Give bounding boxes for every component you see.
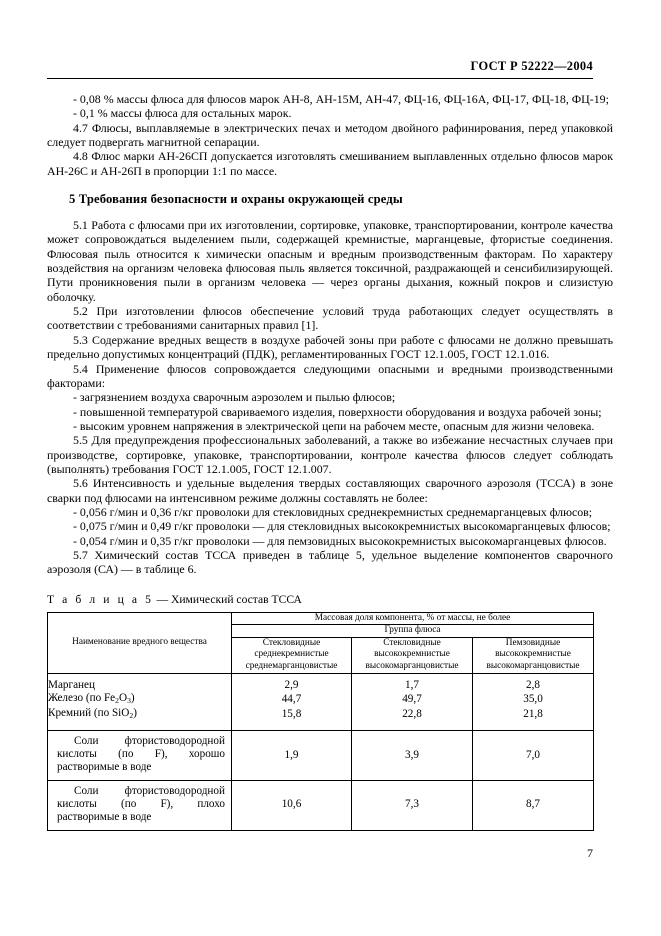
table-header-col-1-line2: среднекремнистые — [254, 649, 329, 660]
table-header-col-1-line1: Стекловидные — [262, 637, 321, 648]
row-name-cell-1: Марганец — [48, 673, 232, 692]
table-5-caption — [47, 593, 613, 606]
row-name-cell-4: Соли фтористоводородной кислоты (по F), хорошо растворимые в воде — [48, 730, 232, 780]
table-header-col-3-line2: высококремнистые — [495, 649, 571, 660]
table-5-caption-title: Химический состав ТССА — [170, 592, 302, 606]
row-value-4-3: 7,0 — [473, 730, 594, 780]
clause-5-6-item-3: - 0,054 г/мин и 0,35 г/кг проволоки — для пемзовидных высококремнистых высокомарганцевых флюсов. — [73, 533, 607, 548]
table-5-caption-label: Т а б л и ц а 5 — [47, 592, 154, 606]
table-header-col-2-line2: высококремнистые — [374, 649, 450, 660]
row-value-3-1: 15,8 — [232, 707, 352, 730]
row-value-5-1: 10,6 — [232, 780, 352, 830]
row-value-2-3: 35,0 — [473, 692, 594, 707]
table-header-stub: Наименование вредного вещества — [48, 612, 232, 673]
clause-4-7: 4.7 Флюсы, выплавляемые в электрических печах и методом двойного рафинирования, перед упаковкой следует подвергать магнитной сепарации. — [47, 120, 613, 150]
section-5-heading: 5 Требования безопасности и охраны окружающей среды — [69, 192, 403, 207]
table-row — [48, 730, 594, 780]
table-row — [48, 692, 594, 707]
table-header-col-2-line3: высокомарганцовистые — [365, 661, 459, 672]
table-header-flux-group: Группа флюса — [232, 625, 594, 638]
bullet-item-flux-008: - 0,08 % массы флюса для флюсов марок АН-8, АН-15М, АН-47, ФЦ-16, ФЦ-16А, ФЦ-17, ФЦ-18, ФЦ-19; — [73, 92, 609, 106]
row-name-cell-5: Соли фтористоводородной кислоты (по F), плохо растворимые в воде — [48, 780, 232, 830]
clause-5-4-item-2: - повышенной температурой свариваемого изделия, поверхности оборудования и воздуха рабочей зоны; — [73, 404, 602, 419]
clause-5-4-item-1: - загрязнением воздуха сварочным аэрозолем и пылью флюсов; — [73, 390, 396, 405]
clause-5-4-item-3: - высоким уровнем напряжения в электрической цепи на рабочем месте, опасным для жизни человека. — [73, 418, 595, 433]
clause-5-2: 5.2 При изготовлении флюсов обеспечение условий труда работающих следует осуществлять в соответствии с требованиями санитарных правил [1]. — [47, 304, 613, 333]
clause-5-4: 5.4 Применение флюсов сопровождается следующими опасными и вредными производственными факторами: — [47, 361, 613, 390]
row-value-4-2: 3,9 — [352, 730, 473, 780]
table-header-col-3-line3: высокомарганцовистые — [486, 661, 580, 672]
table-header-mass-fraction: Массовая доля компонента, % от массы, не более — [232, 612, 594, 625]
clause-5-1: 5.1 Работа с флюсами при их изготовлении, сортировке, упаковке, транспортировании, контроле качества может сопровождаться выделением пыли, содержащей кремнистые, марганцевые, фтористые соединения. Флюсовая пыль относится к химически опасным и вредным производственным факторам. По характеру воздействия на организм человека флюсовая пыль является токсичной, раздражающей и сенсибилизирующей. Пути проникновения пыли в организм человека — через органы дыхания, кожный покров и слизистую оболочку. — [47, 218, 613, 304]
row-value-4-1: 1,9 — [232, 730, 352, 780]
standard-number: ГОСТ Р 52222—2004 — [470, 59, 593, 73]
table-header-col-1 — [232, 637, 352, 673]
bullet-item-flux-01: - 0,1 % массы флюса для остальных марок. — [73, 106, 292, 121]
clause-5-6: 5.6 Интенсивность и удельные выделения твердых составляющих сварочного аэрозоля (ТССА) в зоне сварки под флюсами на интенсивном режиме должны составлять не более: — [47, 476, 613, 505]
body-text — [47, 92, 613, 831]
row-value-5-3: 8,7 — [473, 780, 594, 830]
row-value-3-3: 21,8 — [473, 707, 594, 730]
table-5-chemical-composition — [47, 612, 594, 831]
row-value-2-2: 49,7 — [352, 692, 473, 707]
clause-5-5: 5.5 Для предупреждения профессиональных заболеваний, а также во избежание несчастных случаев при производстве, сортировке, упаковке, транспортировании, контроле качества флюсов следует соблюдать (выполнять) требования ГОСТ 12.1.005, ГОСТ 12.1.007. — [47, 433, 613, 476]
table-header-col-3-line1: Пемзовидные — [505, 637, 561, 648]
page-number: 7 — [587, 846, 593, 860]
row-value-3-2: 22,8 — [352, 707, 473, 730]
table-header-col-2-line1: Стекловидные — [383, 637, 441, 648]
row-value-1-1: 2,9 — [232, 673, 352, 692]
table-header-col-1-line3: среднемарганцовистые — [245, 661, 338, 672]
row-value-1-2: 1,7 — [352, 673, 473, 692]
table-row — [48, 707, 594, 730]
table-row — [48, 673, 594, 692]
page-header — [47, 57, 593, 79]
row-name-cell-2: Железо (по $Fe_2O_3$) — [48, 692, 232, 707]
clause-5-3: 5.3 Содержание вредных веществ в воздухе рабочей зоны при работе с флюсами не должно превышать предельно допустимых концентраций (ПДК), регламентированных ГОСТ 12.1.005, ГОСТ 12.1.016. — [47, 332, 613, 362]
table-row — [48, 780, 594, 830]
table-5-caption-dash: — — [153, 592, 171, 606]
table-header-col-3 — [473, 637, 594, 673]
clause-4-8: 4.8 Флюс марки АН-26СП допускается изготовлять смешиванием выплавленных отдельно флюсов марок АН-26С и АН-26П в пропорции 1:1 по массе. — [47, 149, 613, 178]
clause-5-6-item-1: - 0,056 г/мин и 0,36 г/кг проволоки для стекловидных среднекремнистых среднемарганцевых флюсов; — [73, 504, 593, 519]
row-value-5-2: 7,3 — [352, 780, 473, 830]
row-value-1-3: 2,8 — [473, 673, 594, 692]
row-name-cell-3: Кремний (по SiO$_2$) — [48, 707, 232, 730]
row-value-2-1: 44,7 — [232, 692, 352, 707]
table-header-col-2 — [352, 637, 473, 673]
clause-5-7: 5.7 Химический состав ТССА приведен в таблице 5, удельное выделение компонентов сварочного аэрозоля (СА) — в таблице 6. — [47, 547, 613, 577]
table-header-row-1 — [48, 612, 594, 625]
clause-5-6-item-2: - 0,075 г/мин и 0,49 г/кг проволоки — для стекловидных высококремнистых высокомарганцевых флюсов; — [73, 519, 611, 534]
